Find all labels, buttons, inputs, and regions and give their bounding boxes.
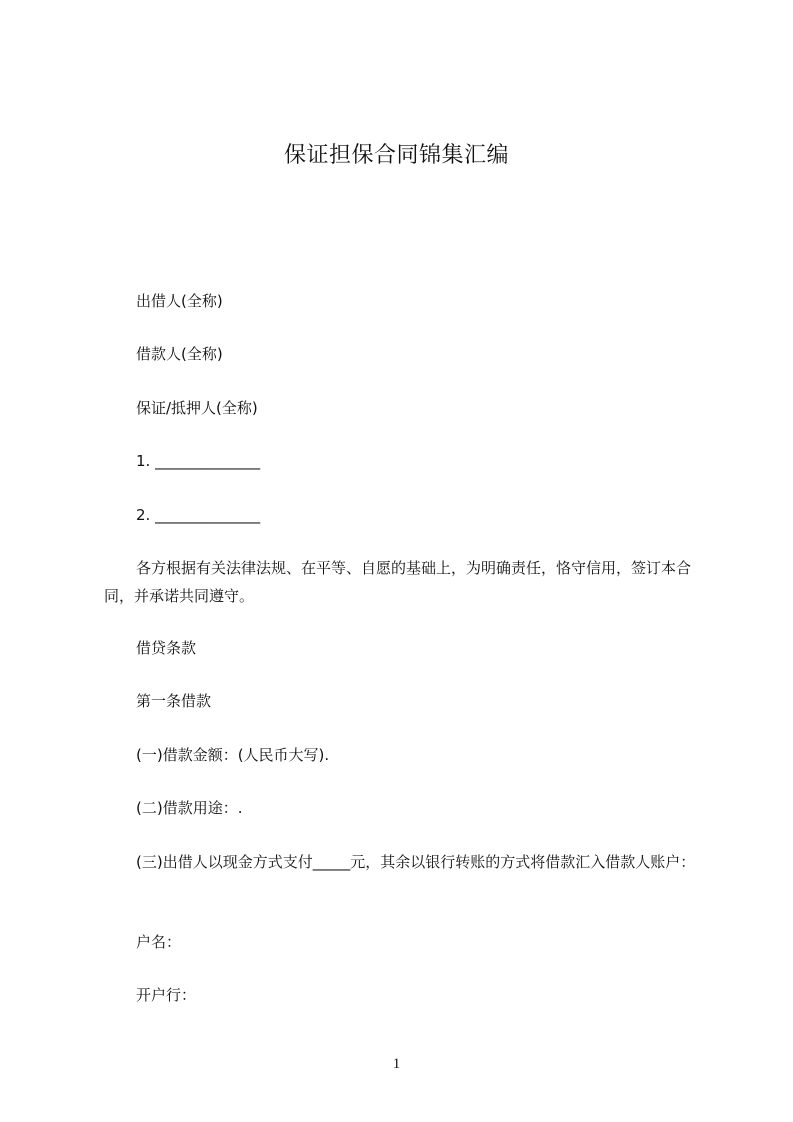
guarantor-item-1: 1. ______________ xyxy=(136,452,261,470)
account-name-line: 户名： xyxy=(136,933,182,951)
clause-2: (二)借款用途：. xyxy=(136,799,243,817)
document-title: 保证担保合同锦集汇编 xyxy=(283,143,509,168)
bank-line: 开户行： xyxy=(136,986,197,1004)
borrower-line: 借款人(全称) xyxy=(136,345,223,363)
page-number: 1 xyxy=(392,1056,401,1072)
lender-line: 出借人(全称) xyxy=(136,292,223,310)
guarantor-item-2: 2. ______________ xyxy=(136,506,261,524)
clause-1: (一)借款金额：(人民币大写). xyxy=(136,746,330,764)
section-title: 借贷条款 xyxy=(136,639,197,657)
article-1-title: 第一条借款 xyxy=(136,692,212,710)
guarantor-line: 保证/抵押人(全称) xyxy=(136,399,258,417)
preamble-paragraph: 各方根据有关法律法规、在平等、自愿的基础上，为明确责任，恪守信用，签订本合同，并承诺共同遵守。 xyxy=(104,559,692,605)
clause-3: (三)出借人以现金方式支付_____元，其余以银行转账的方式将借款汇入借款人账户： xyxy=(136,853,696,871)
